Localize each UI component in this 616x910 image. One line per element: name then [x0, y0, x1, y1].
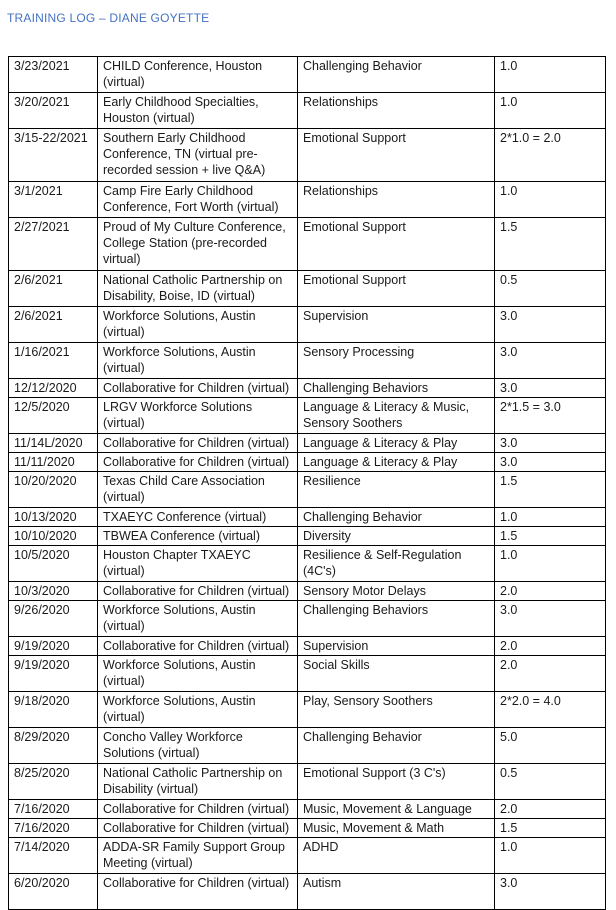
topic-cell: Sensory Processing	[298, 343, 495, 379]
event-cell: TXAEYC Conference (virtual)	[98, 508, 298, 527]
date-cell: 3/1/2021	[9, 182, 98, 218]
table-row	[9, 728, 606, 764]
event-cell: Collaborative for Children (virtual)	[98, 874, 298, 910]
event-cell: Camp Fire Early Childhood Conference, Fort Worth (virtual)	[98, 182, 298, 218]
table-row	[9, 838, 606, 874]
topic-cell: Emotional Support (3 C's)	[298, 764, 495, 800]
date-cell: 9/19/2020	[9, 637, 98, 656]
table-row	[9, 692, 606, 728]
topic-cell: Relationships	[298, 182, 495, 218]
topic-cell: Sensory Motor Delays	[298, 582, 495, 601]
table-row	[9, 527, 606, 546]
training-log-body	[9, 57, 606, 910]
table-row	[9, 129, 606, 182]
date-cell: 12/5/2020	[9, 398, 98, 434]
event-cell: Collaborative for Children (virtual)	[98, 379, 298, 398]
table-row	[9, 343, 606, 379]
table-row	[9, 601, 606, 637]
date-cell: 9/19/2020	[9, 656, 98, 692]
event-cell: Texas Child Care Association (virtual)	[98, 472, 298, 508]
hours-cell: 1.0	[495, 546, 606, 582]
topic-cell: Language & Literacy & Music, Sensory Soothers	[298, 398, 495, 434]
event-cell: TBWEA Conference (virtual)	[98, 527, 298, 546]
date-cell: 7/16/2020	[9, 819, 98, 838]
event-cell: LRGV Workforce Solutions (virtual)	[98, 398, 298, 434]
hours-cell: 1.0	[495, 508, 606, 527]
topic-cell: Language & Literacy & Play	[298, 453, 495, 472]
topic-cell: Challenging Behaviors	[298, 379, 495, 398]
hours-cell: 3.0	[495, 874, 606, 910]
topic-cell: Autism	[298, 874, 495, 910]
hours-cell: 2.0	[495, 637, 606, 656]
date-cell: 8/25/2020	[9, 764, 98, 800]
table-row	[9, 764, 606, 800]
topic-cell: Supervision	[298, 307, 495, 343]
topic-cell: Music, Movement & Math	[298, 819, 495, 838]
topic-cell: Social Skills	[298, 656, 495, 692]
hours-cell: 1.5	[495, 527, 606, 546]
date-cell: 8/29/2020	[9, 728, 98, 764]
topic-cell: Play, Sensory Soothers	[298, 692, 495, 728]
event-cell: Workforce Solutions, Austin (virtual)	[98, 307, 298, 343]
table-row	[9, 271, 606, 307]
table-row	[9, 656, 606, 692]
table-row	[9, 819, 606, 838]
date-cell: 2/27/2021	[9, 218, 98, 271]
topic-cell: Supervision	[298, 637, 495, 656]
topic-cell: Challenging Behavior	[298, 508, 495, 527]
event-cell: Collaborative for Children (virtual)	[98, 819, 298, 838]
event-cell: Collaborative for Children (virtual)	[98, 434, 298, 453]
table-row	[9, 874, 606, 910]
table-row	[9, 508, 606, 527]
date-cell: 10/20/2020	[9, 472, 98, 508]
hours-cell: 2*1.0 = 2.0	[495, 129, 606, 182]
topic-cell: Music, Movement & Language	[298, 800, 495, 819]
event-cell: Workforce Solutions, Austin (virtual)	[98, 601, 298, 637]
table-row	[9, 453, 606, 472]
table-row	[9, 379, 606, 398]
hours-cell: 1.5	[495, 218, 606, 271]
date-cell: 2/6/2021	[9, 271, 98, 307]
event-cell: National Catholic Partnership on Disability, Boise, ID (virtual)	[98, 271, 298, 307]
hours-cell: 5.0	[495, 728, 606, 764]
topic-cell: Challenging Behavior	[298, 57, 495, 93]
event-cell: Proud of My Culture Conference, College Station (pre-recorded virtual)	[98, 218, 298, 271]
topic-cell: ADHD	[298, 838, 495, 874]
table-row	[9, 218, 606, 271]
topic-cell: Emotional Support	[298, 129, 495, 182]
event-cell: Collaborative for Children (virtual)	[98, 582, 298, 601]
topic-cell: Challenging Behavior	[298, 728, 495, 764]
date-cell: 3/20/2021	[9, 93, 98, 129]
hours-cell: 1.0	[495, 182, 606, 218]
event-cell: CHILD Conference, Houston (virtual)	[98, 57, 298, 93]
event-cell: Houston Chapter TXAEYC (virtual)	[98, 546, 298, 582]
date-cell: 10/10/2020	[9, 527, 98, 546]
table-row	[9, 398, 606, 434]
table-row	[9, 93, 606, 129]
topic-cell: Emotional Support	[298, 271, 495, 307]
event-cell: Southern Early Childhood Conference, TN (virtual pre-recorded session + live Q&A)	[98, 129, 298, 182]
event-cell: Collaborative for Children (virtual)	[98, 453, 298, 472]
hours-cell: 3.0	[495, 434, 606, 453]
date-cell: 9/26/2020	[9, 601, 98, 637]
hours-cell: 2.0	[495, 582, 606, 601]
date-cell: 11/14L/2020	[9, 434, 98, 453]
date-cell: 10/5/2020	[9, 546, 98, 582]
hours-cell: 3.0	[495, 343, 606, 379]
table-row	[9, 582, 606, 601]
event-cell: Collaborative for Children (virtual)	[98, 800, 298, 819]
hours-cell: 0.5	[495, 271, 606, 307]
page-title: TRAINING LOG – DIANE GOYETTE	[7, 11, 210, 25]
date-cell: 3/15-22/2021	[9, 129, 98, 182]
table-row	[9, 800, 606, 819]
event-cell: Collaborative for Children (virtual)	[98, 637, 298, 656]
topic-cell: Diversity	[298, 527, 495, 546]
hours-cell: 1.5	[495, 819, 606, 838]
hours-cell: 1.0	[495, 93, 606, 129]
event-cell: National Catholic Partnership on Disability (virtual)	[98, 764, 298, 800]
topic-cell: Resilience	[298, 472, 495, 508]
table-row	[9, 472, 606, 508]
event-cell: Concho Valley Workforce Solutions (virtual)	[98, 728, 298, 764]
date-cell: 2/6/2021	[9, 307, 98, 343]
table-row	[9, 434, 606, 453]
event-cell: Workforce Solutions, Austin (virtual)	[98, 692, 298, 728]
topic-cell: Emotional Support	[298, 218, 495, 271]
hours-cell: 1.0	[495, 838, 606, 874]
hours-cell: 3.0	[495, 307, 606, 343]
topic-cell: Challenging Behaviors	[298, 601, 495, 637]
date-cell: 12/12/2020	[9, 379, 98, 398]
date-cell: 7/16/2020	[9, 800, 98, 819]
event-cell: Early Childhood Specialties, Houston (virtual)	[98, 93, 298, 129]
hours-cell: 0.5	[495, 764, 606, 800]
topic-cell: Resilience & Self-Regulation (4C's)	[298, 546, 495, 582]
hours-cell: 1.5	[495, 472, 606, 508]
table-row	[9, 57, 606, 93]
table-row	[9, 182, 606, 218]
date-cell: 10/13/2020	[9, 508, 98, 527]
topic-cell: Relationships	[298, 93, 495, 129]
hours-cell: 2*2.0 = 4.0	[495, 692, 606, 728]
hours-cell: 3.0	[495, 601, 606, 637]
date-cell: 9/18/2020	[9, 692, 98, 728]
date-cell: 1/16/2021	[9, 343, 98, 379]
event-cell: Workforce Solutions, Austin (virtual)	[98, 656, 298, 692]
date-cell: 6/20/2020	[9, 874, 98, 910]
table-row	[9, 307, 606, 343]
date-cell: 11/11/2020	[9, 453, 98, 472]
hours-cell: 2*1.5 = 3.0	[495, 398, 606, 434]
date-cell: 7/14/2020	[9, 838, 98, 874]
hours-cell: 2.0	[495, 800, 606, 819]
hours-cell: 1.0	[495, 57, 606, 93]
table-row	[9, 546, 606, 582]
date-cell: 3/23/2021	[9, 57, 98, 93]
hours-cell: 3.0	[495, 453, 606, 472]
date-cell: 10/3/2020	[9, 582, 98, 601]
hours-cell: 2.0	[495, 656, 606, 692]
event-cell: ADDA-SR Family Support Group Meeting (virtual)	[98, 838, 298, 874]
training-log-table	[8, 56, 606, 910]
hours-cell: 3.0	[495, 379, 606, 398]
topic-cell: Language & Literacy & Play	[298, 434, 495, 453]
table-row	[9, 637, 606, 656]
event-cell: Workforce Solutions, Austin (virtual)	[98, 343, 298, 379]
